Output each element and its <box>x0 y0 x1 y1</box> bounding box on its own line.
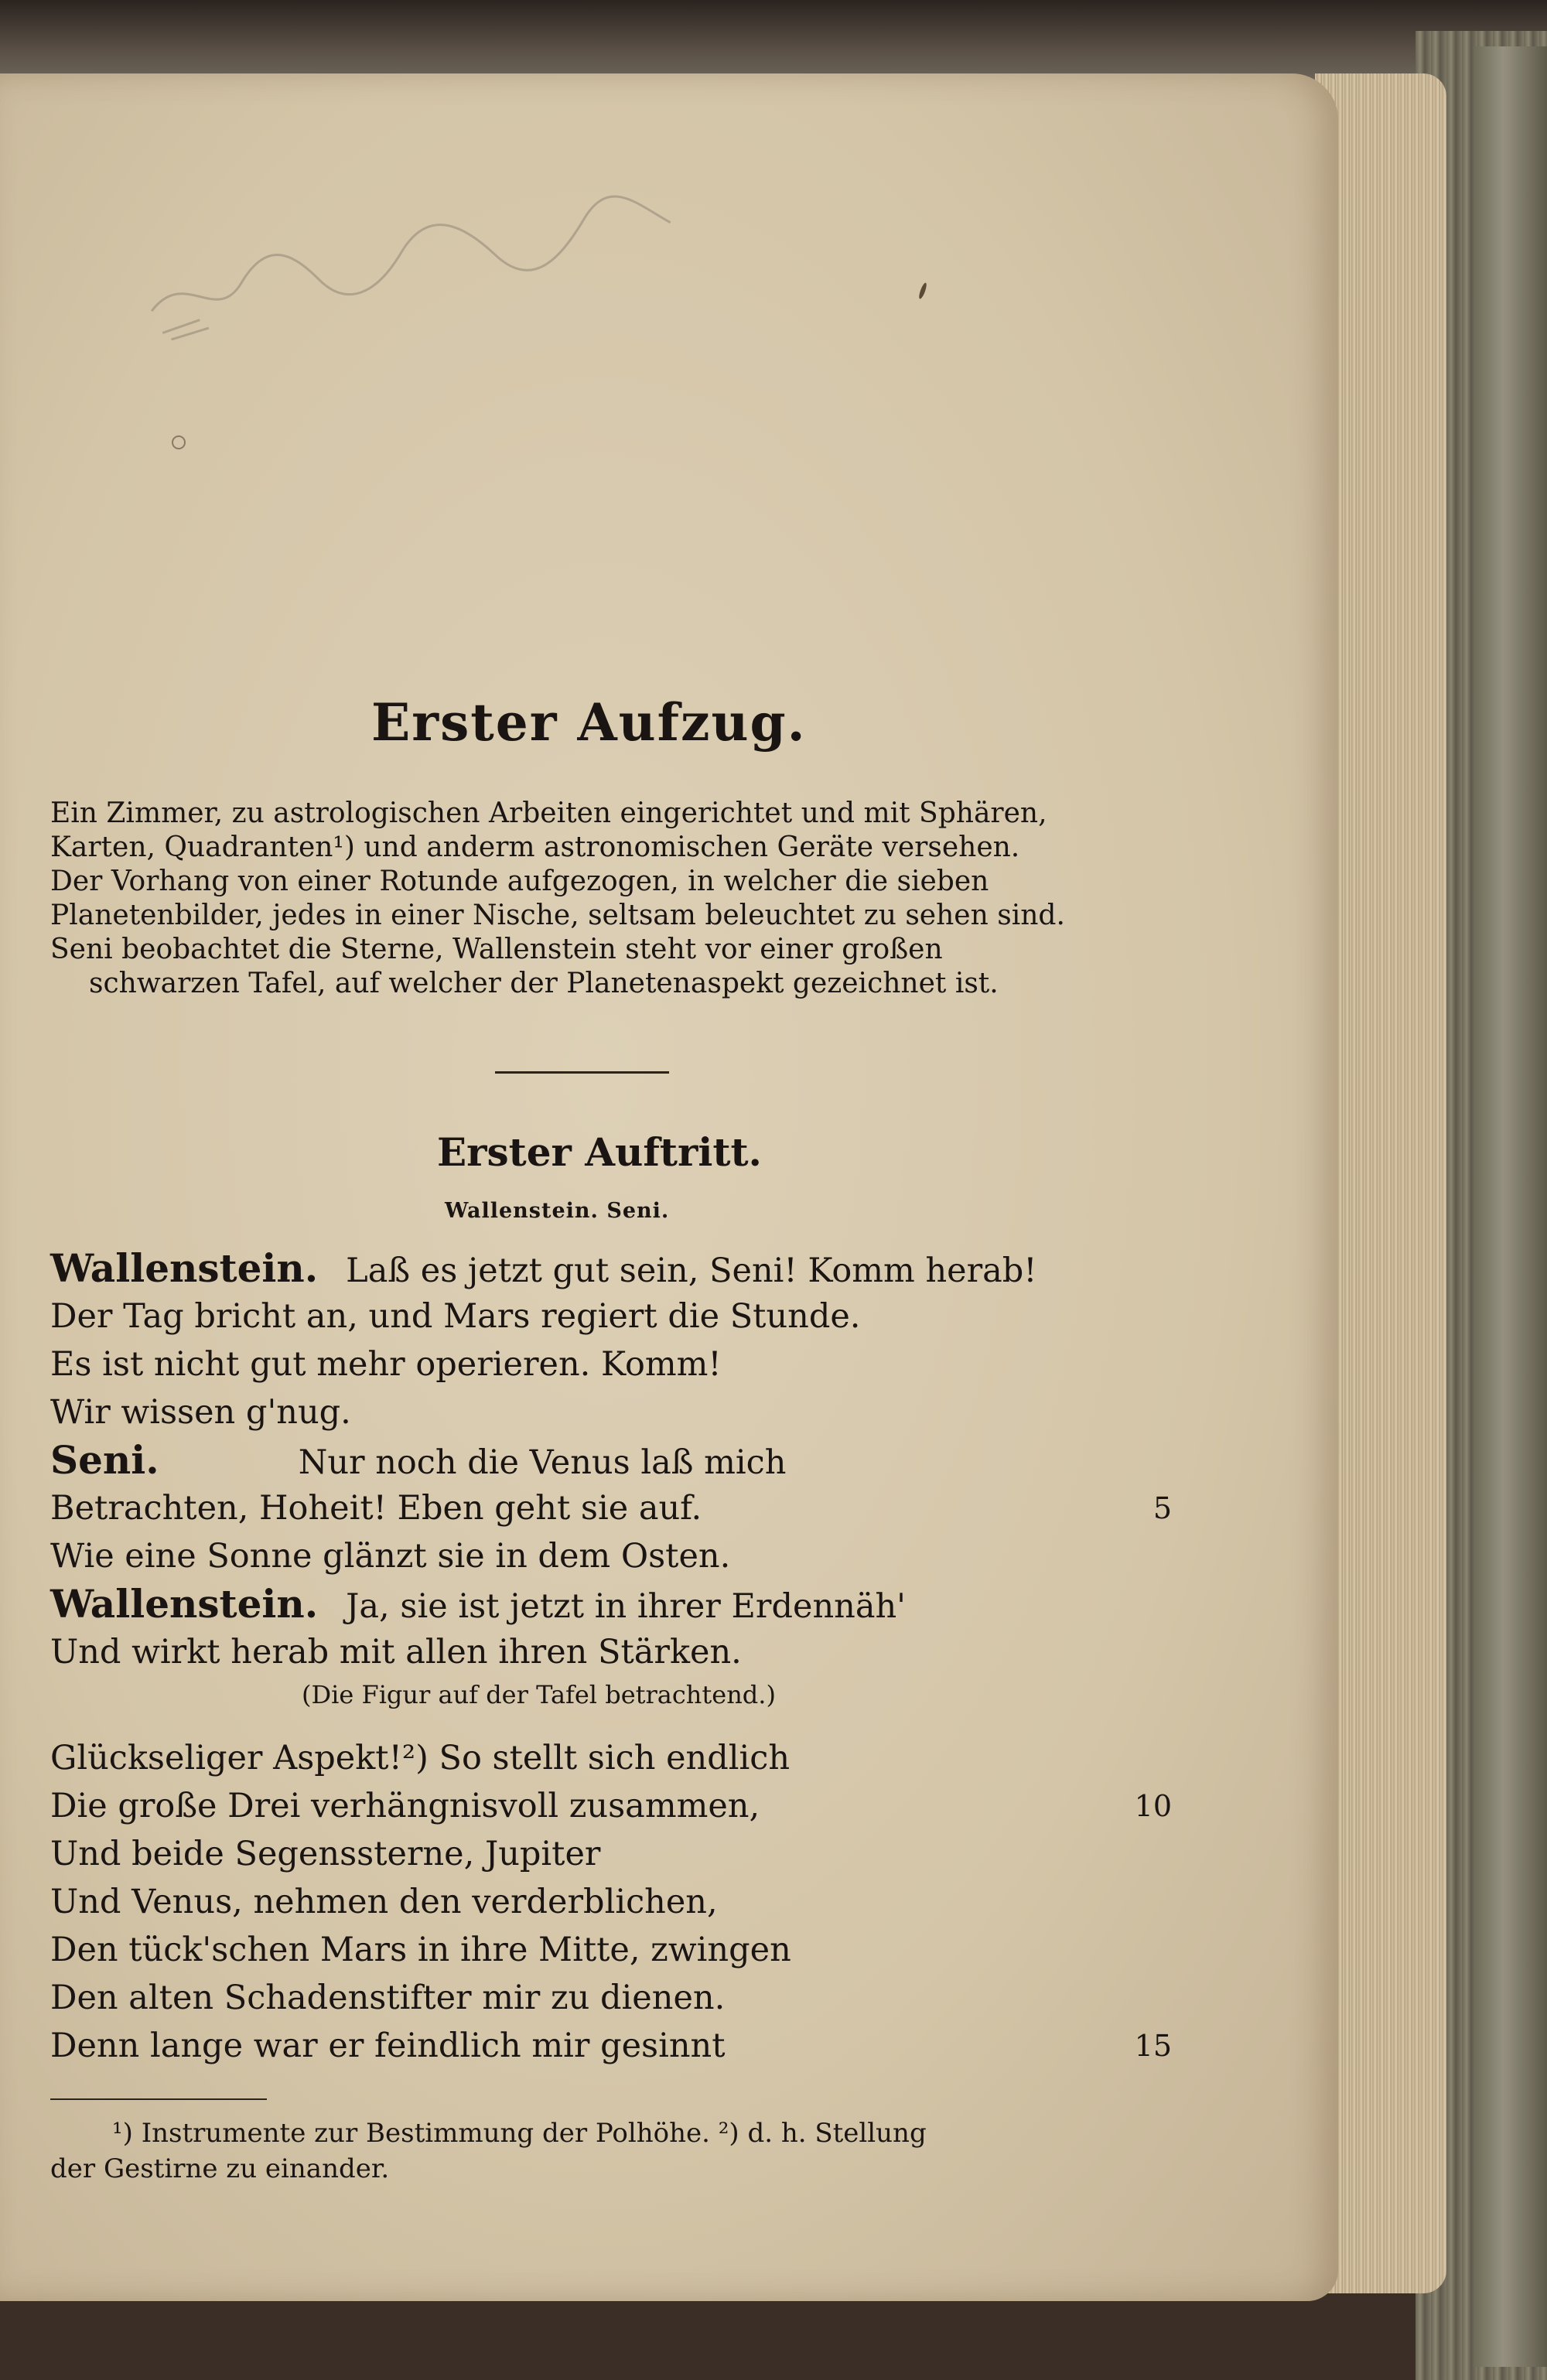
scene-title: Erster Auftritt. <box>437 1129 762 1175</box>
stage-line: Der Vorhang von einer Rotunde aufgezogen, in welcher die sieben <box>50 866 989 897</box>
verse-line <box>50 1341 1164 1388</box>
verse-text: Glückseliger Aspekt!²) So stellt sich endlich <box>50 1739 791 1777</box>
book-cover-top <box>0 0 1547 85</box>
ink-speck <box>917 282 927 300</box>
verse-text: Der Tag bricht an, und Mars regiert die Stunde. <box>50 1297 861 1336</box>
verse-line <box>50 1485 1172 1531</box>
line-number: 10 <box>1134 1789 1172 1823</box>
verse-line <box>50 1437 1164 1484</box>
verse-text: Ja, sie ist jetzt in ihrer Erdennäh' <box>346 1587 906 1626</box>
verse-text: Und wirkt herab mit allen ihren Stärken. <box>50 1633 742 1671</box>
footnotes <box>50 2115 1133 2187</box>
verse-line <box>50 1783 1172 1829</box>
verse-text: Und Venus, nehmen den verderblichen, <box>50 1883 718 1921</box>
verse-text: Wir wissen g'nug. <box>50 1393 351 1432</box>
speaker-name: Wallenstein. <box>50 1245 319 1291</box>
verse-text: Denn lange war er feindlich mir gesinnt <box>50 2027 726 2065</box>
verse-text: Es ist nicht gut mehr operieren. Komm! <box>50 1345 722 1384</box>
stage-line: schwarzen Tafel, auf welcher der Planetenaspekt gezeichnet ist. <box>89 968 999 999</box>
verse-line <box>50 2023 1172 2069</box>
verse-line <box>50 1975 1164 2021</box>
verse-text: Laß es jetzt gut sein, Seni! Komm herab! <box>346 1251 1037 1290</box>
act-heading: Erster Aufzug. <box>371 692 807 753</box>
stage-aside: (Die Figur auf der Tafel betrachtend.) <box>302 1680 776 1709</box>
pencil-scribble <box>135 168 686 350</box>
stage-line: Ein Zimmer, zu astrologischen Arbeiten eingerichtet und mit Sphären, <box>50 797 1047 829</box>
speaker-name: Seni. <box>50 1437 159 1483</box>
scene-persons: Wallenstein. Seni. <box>445 1199 670 1223</box>
stage-direction <box>50 797 1172 1001</box>
line-number: 5 <box>1153 1491 1172 1525</box>
speaker-name: Wallenstein. <box>50 1581 319 1627</box>
verse-line <box>50 1831 1164 1877</box>
footnote-line: der Gestirne zu einander. <box>50 2153 390 2184</box>
verse-text: Nur noch die Venus laß mich <box>298 1443 787 1482</box>
verse-text: Den alten Schadenstifter mir zu dienen. <box>50 1979 726 2017</box>
verse-line <box>50 1629 1164 1675</box>
stage-line: Seni beobachtet die Sterne, Wallenstein steht vor einer großen <box>50 934 943 965</box>
verse-text: Die große Drei verhängnisvoll zusammen, <box>50 1787 760 1825</box>
stage-line: Karten, Quadranten¹) und anderm astronomischen Geräte versehen. <box>50 831 1020 863</box>
verse-line <box>50 1927 1164 1973</box>
ink-speck <box>172 435 186 449</box>
section-divider <box>495 1071 669 1074</box>
footnote-divider <box>50 2098 267 2100</box>
verse-text: Wie eine Sonne glänzt sie in dem Osten. <box>50 1537 731 1576</box>
verse-text: Und beide Segenssterne, Jupiter <box>50 1835 601 1873</box>
book-binding <box>1474 46 1547 2367</box>
verse-line <box>50 1245 1164 1292</box>
verse-line <box>50 1879 1164 1925</box>
verse-line <box>50 1389 1164 1436</box>
line-number: 15 <box>1134 2029 1172 2063</box>
verse-line <box>50 1293 1164 1340</box>
verse-text: Den tück'schen Mars in ihre Mitte, zwingen <box>50 1931 791 1969</box>
verse-line <box>50 1735 1164 1781</box>
verse-line <box>50 1533 1164 1579</box>
stage-line: Planetenbilder, jedes in einer Nische, seltsam beleuchtet zu sehen sind. <box>50 900 1065 931</box>
footnote-line: ¹) Instrumente zur Bestimmung der Polhöhe. ²) d. h. Stellung <box>112 2118 927 2149</box>
verse-line <box>50 1581 1164 1627</box>
verse-text: Betrachten, Hoheit! Eben geht sie auf. <box>50 1489 702 1528</box>
